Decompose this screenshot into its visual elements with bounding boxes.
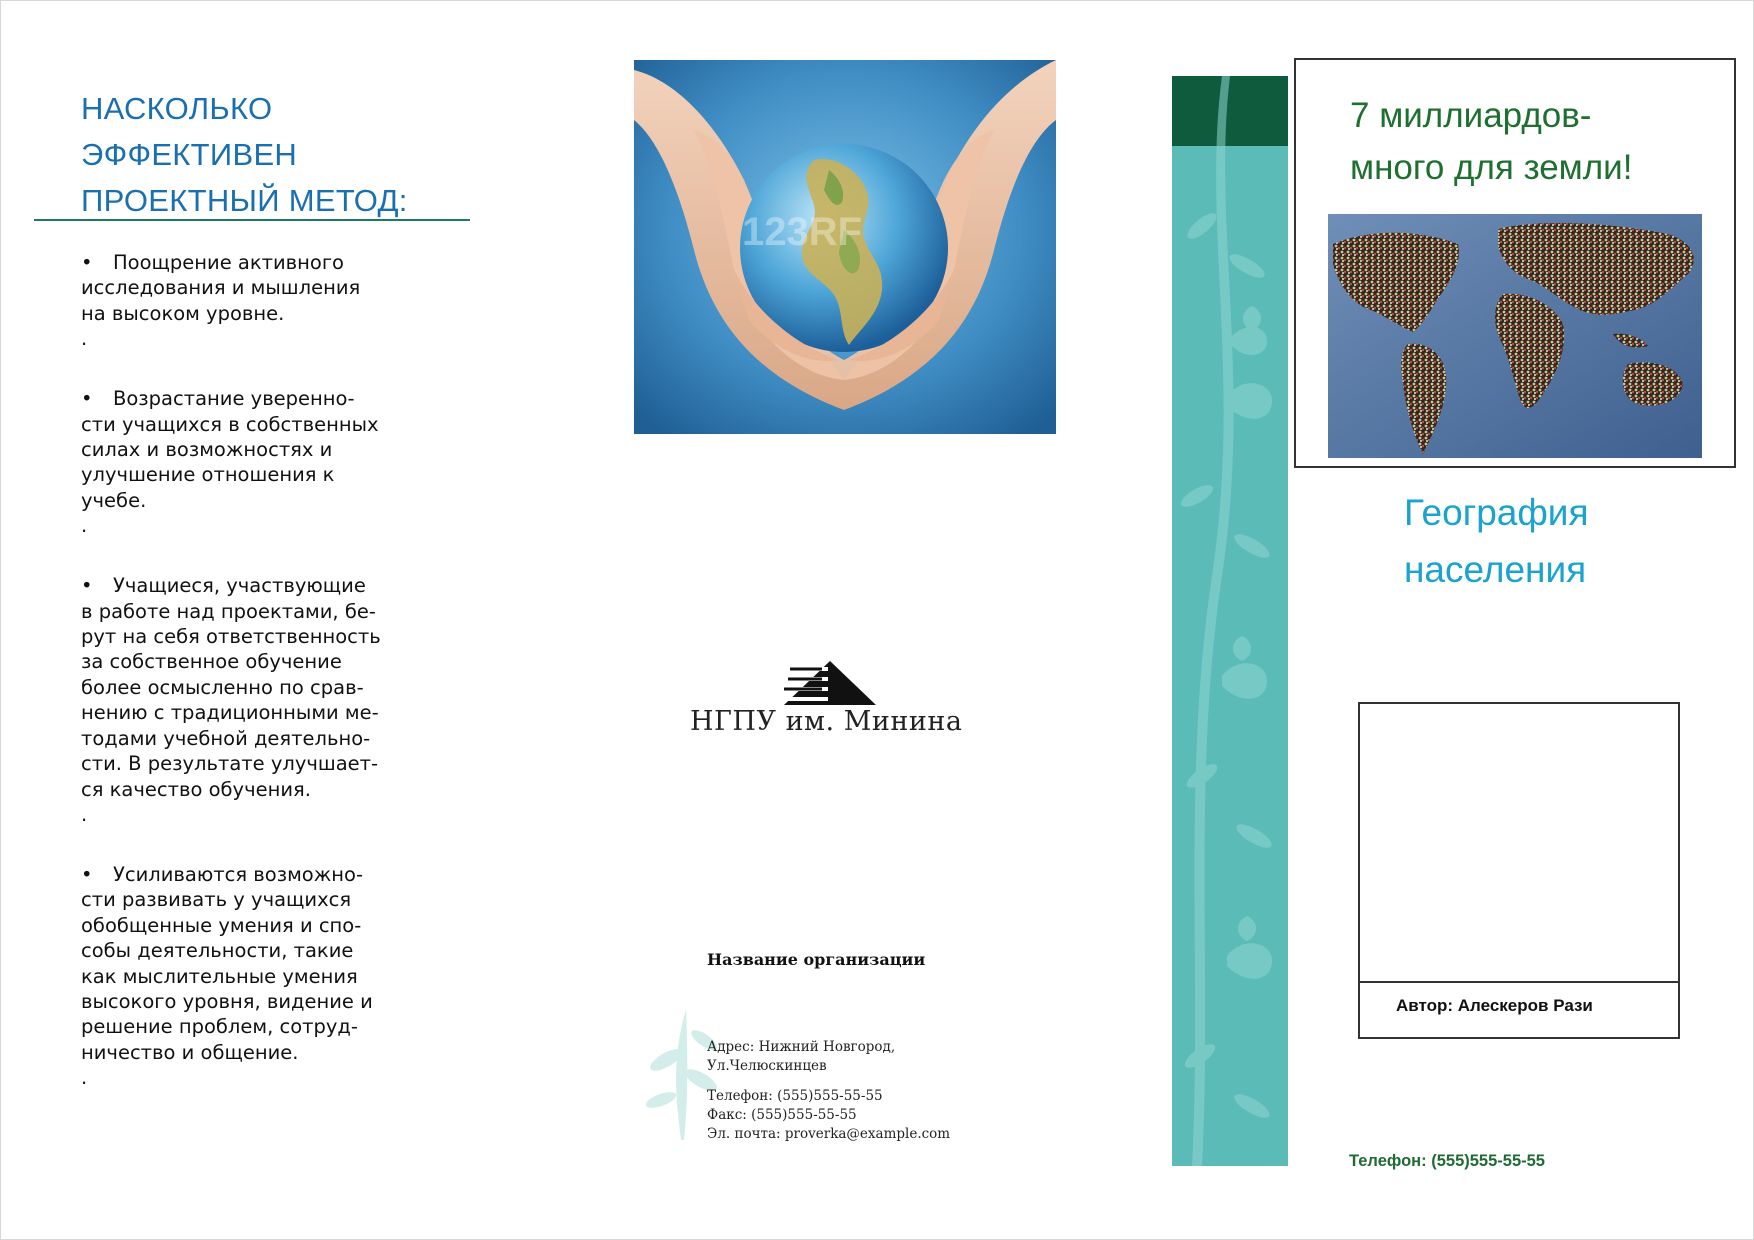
- heading-line: ПРОЕКТНЫЙ МЕТОД:: [81, 183, 408, 218]
- heading-underline: [34, 219, 470, 221]
- bullet-text: сти учащихся в собственных: [81, 412, 379, 436]
- bullet-text: силах и возможностях и: [81, 438, 333, 462]
- author-frame: [1358, 702, 1680, 1039]
- bullet-text: решение проблем, сотруд-: [81, 1015, 358, 1039]
- subject-line: География: [1404, 492, 1589, 533]
- bullet-period: .: [81, 802, 88, 826]
- decorative-stripe: [1172, 76, 1288, 1166]
- fax-line: Факс: (555)555-55-55: [707, 1107, 857, 1123]
- phone-line: Телефон: (555)555-55-55: [707, 1088, 883, 1104]
- author-divider: [1360, 981, 1678, 983]
- subject-line: населения: [1404, 549, 1587, 590]
- title-line: много для земли!: [1350, 148, 1633, 187]
- contact-phone: Телефон: (555)555-55-55: [1349, 1152, 1545, 1170]
- bullet-dot-icon: •: [81, 574, 93, 598]
- bullet-dot-icon: •: [81, 251, 93, 274]
- bullet-text: собы деятельности, такие: [81, 939, 354, 963]
- left-heading: [81, 86, 501, 224]
- people-world-map-photo: [1328, 214, 1702, 458]
- bullet-text: исследования и мышления: [81, 276, 361, 300]
- floral-pattern-icon: [1172, 76, 1288, 1166]
- heading-line: ЭФФЕКТИВЕН: [81, 137, 298, 172]
- author-name: Автор: Алескеров Рази: [1396, 996, 1593, 1015]
- benefits-list: [81, 250, 408, 1125]
- bullet-period: .: [81, 514, 88, 538]
- organization-name: Название организации: [707, 950, 926, 969]
- watermark-text: 123RF: [742, 210, 863, 254]
- address-line: Ул.Челюскинцев: [707, 1058, 827, 1074]
- title-line: 7 миллиардов-: [1350, 96, 1592, 135]
- bullet-text: высокого уровня, видение и: [81, 989, 373, 1013]
- bullet-period: .: [81, 1066, 88, 1090]
- bullet-text: тодами учебной деятельно-: [81, 726, 371, 750]
- address-line: Адрес: Нижний Новгород,: [707, 1039, 896, 1055]
- bullet-dot-icon: •: [81, 862, 93, 886]
- bullet-text: ничество и общение.: [81, 1040, 299, 1064]
- bullet-text: • Возрастание уверенно-: [81, 387, 355, 411]
- bullet-dot-icon: •: [81, 387, 93, 411]
- globe-in-hands-photo: [634, 60, 1056, 434]
- bullet-text: • Учащиеся, участвующие: [81, 574, 366, 598]
- bullet-item: [81, 862, 408, 1090]
- bullet-period: .: [81, 327, 88, 351]
- bullet-text: более осмысленно по срав-: [81, 675, 364, 699]
- bullet-item: [81, 573, 408, 827]
- bullet-text: на высоком уровне.: [81, 301, 285, 325]
- university-name: НГПУ им. Минина: [690, 706, 963, 737]
- bullet-text: в работе над проектами, бе-: [81, 599, 376, 623]
- bullet-text: сти развивать у учащихся: [81, 888, 352, 912]
- bullet-text: сти. В результате улучшает-: [81, 752, 379, 776]
- bullet-text: как мыслительные умения: [81, 964, 358, 988]
- bullet-text: • Поощрение активного: [81, 251, 344, 274]
- bullet-item: [81, 250, 408, 351]
- bullet-text: обобщенные умения и спо-: [81, 913, 362, 937]
- bullet-text: учебе.: [81, 488, 147, 512]
- bullet-text: нению с традиционными ме-: [81, 701, 379, 725]
- bullet-text: ся качество обучения.: [81, 777, 311, 801]
- brochure-title: [1350, 90, 1710, 194]
- brochure-subject: [1404, 484, 1664, 598]
- organization-contacts: [707, 1038, 950, 1144]
- bullet-item: [81, 386, 408, 538]
- bullet-text: за собственное обучение: [81, 650, 342, 674]
- email-line: Эл. почта: proverka@example.com: [707, 1126, 951, 1142]
- bullet-text: улучшение отношения к: [81, 463, 335, 487]
- heading-line: НАСКОЛЬКО: [81, 91, 273, 126]
- bullet-text: • Усиливаются возможно-: [81, 862, 363, 886]
- bullet-text: рут на себя ответственность: [81, 625, 381, 649]
